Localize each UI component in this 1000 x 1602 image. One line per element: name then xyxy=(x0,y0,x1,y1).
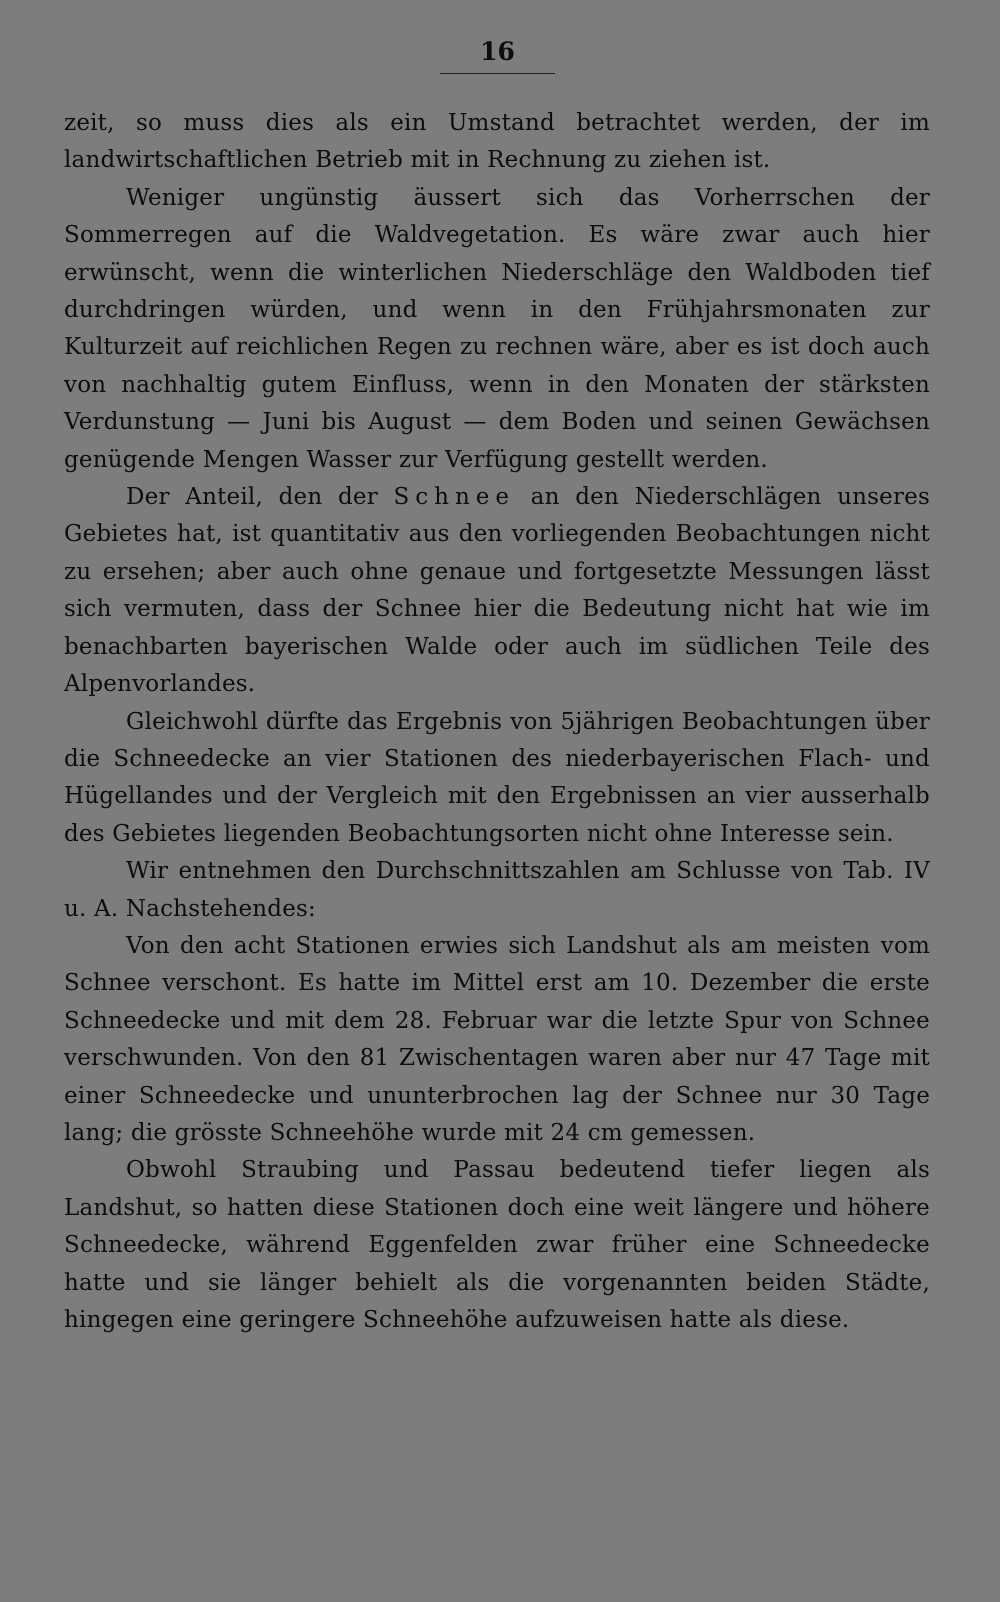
paragraph-2: Weniger ungünstig äussert sich das Vorherrschen der Sommerregen auf die Waldvegetation. Es wäre zwar auch hier erwünscht, wenn die winterlichen Niederschläge den Waldboden tief durchdringen würden, und wenn in den Frühjahrsmonaten zur Kulturzeit auf reichlichen Regen zu rechnen wäre, aber es ist doch auch von nachhaltig gutem Einfluss, wenn in den Monaten der stärksten Verdunstung — Juni bis August — dem Boden und seinen Gewächsen genügende Mengen Wasser zur Verfügung gestellt werden. xyxy=(64,184,930,473)
page-number-rule xyxy=(440,73,555,75)
paragraph-3-lead: Der Anteil, den der xyxy=(126,484,378,511)
paragraph-7: Obwohl Straubing und Passau bedeutend tiefer liegen als Landshut, so hatten diese Stationen doch eine weit längere und höhere Schneedecke, während Eggenfelden zwar früher eine Schneedecke hatte und sie länger behielt als die vorgenannten beiden Städte, hingegen eine geringere Schneehöhe aufzuweisen hatte als diese. xyxy=(64,1157,930,1333)
paragraph-3-rest: an den Niederschlägen unseres Gebietes hat, ist quantitativ aus den vorliegenden Beobachtungen nicht zu ersehen; aber auch ohne genaue und fortgesetzte Messungen lässt sich vermuten, dass der Schnee hier die Bedeutung nicht hat wie im benachbarten bayerischen Walde oder auch im südlichen Teile des Alpenvorlandes. xyxy=(64,484,930,698)
paragraph-4: Gleichwohl dürfte das Ergebnis von 5jährigen Beobachtungen über die Schneedecke an vier Stationen des niederbayerischen Flach- und Hügellandes und der Vergleich mit den Ergebnissen an vier ausserhalb des Gebietes liegenden Beobachtungsorten nicht ohne Interesse sein. xyxy=(64,708,930,847)
paragraph-1: zeit, so muss dies als ein Umstand betrachtet werden, der im landwirtschaftlichen Betrieb mit in Rechnung zu ziehen ist. xyxy=(64,110,930,174)
paragraph-3 xyxy=(64,479,930,703)
body-text xyxy=(64,105,930,1339)
page-number: 16 xyxy=(480,37,515,66)
emphasized-word-schnee: Schnee xyxy=(393,484,516,511)
paragraph-6: Von den acht Stationen erwies sich Landshut als am meisten vom Schnee verschont. Es hatte im Mittel erst am 10. Dezember die erste Schneedecke und mit dem 28. Februar war die letzte Spur von Schnee verschwunden. Von den 81 Zwischentagen waren aber nur 47 Tage mit einer Schneedecke und ununterbrochen lag der Schnee nur 30 Tage lang; die grösste Schneehöhe wurde mit 24 cm gemessen. xyxy=(64,932,930,1146)
paragraph-5: Wir entnehmen den Durchschnittszahlen am Schlusse von Tab. IV u. A. Nachstehendes: xyxy=(64,858,930,922)
